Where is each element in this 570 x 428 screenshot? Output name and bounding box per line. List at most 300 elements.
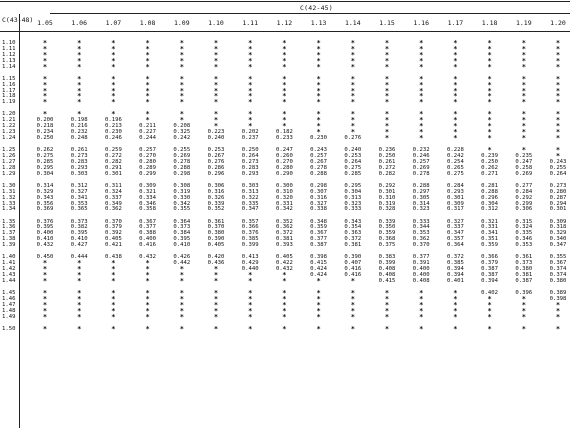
- table-cell: *: [42, 92, 48, 101]
- table-cell: *: [213, 265, 219, 273]
- table-cell: 0.259: [104, 147, 122, 154]
- table-cell: 0.395: [36, 224, 54, 231]
- table-cell: *: [145, 62, 150, 71]
- table-cell: 0.306: [207, 182, 225, 189]
- table-cell: *: [384, 92, 390, 101]
- table-cell: 0.275: [446, 170, 464, 177]
- table-cell: *: [145, 56, 150, 65]
- table-cell: 0.243: [549, 158, 567, 165]
- table-cell: *: [213, 116, 219, 125]
- table-cell: *: [77, 259, 82, 268]
- table-cell: 0.372: [446, 254, 464, 261]
- table-cell: *: [248, 122, 253, 131]
- table-cell: 0.250: [378, 153, 396, 159]
- table-cell: *: [521, 324, 526, 333]
- table-cell: 0.260: [275, 153, 293, 159]
- table-cell: 0.246: [412, 153, 430, 159]
- table-cell: *: [179, 44, 184, 53]
- table-cell: 0.299: [139, 170, 157, 177]
- table-cell: *: [42, 74, 48, 83]
- table-cell: 0.292: [378, 182, 396, 189]
- table-cell: *: [282, 92, 287, 101]
- column-header: 1.11: [242, 19, 259, 27]
- table-cell: 0.347: [446, 230, 464, 237]
- table-cell: *: [384, 294, 390, 303]
- table-cell: *: [145, 288, 150, 297]
- table-cell: *: [213, 50, 219, 59]
- table-cell: *: [487, 74, 492, 83]
- table-cell: *: [453, 128, 458, 137]
- table-cell: 0.264: [549, 170, 567, 177]
- table-cell: 0.250: [36, 135, 54, 141]
- table-cell: 0.208: [173, 123, 191, 130]
- table-cell: 0.341: [481, 230, 499, 237]
- table-cell: 0.342: [173, 200, 191, 207]
- table-cell: *: [179, 39, 184, 47]
- table-cell: 0.381: [515, 271, 533, 278]
- table-cell: *: [213, 80, 219, 89]
- table-cell: 0.329: [549, 230, 567, 237]
- table-cell: *: [111, 62, 116, 71]
- table-cell: *: [453, 62, 458, 71]
- table-cell: 0.244: [139, 135, 157, 141]
- table-cell: 0.253: [344, 153, 362, 159]
- table-cell: *: [179, 116, 184, 125]
- table-cell: *: [145, 110, 150, 119]
- table-cell: *: [145, 80, 150, 89]
- table-cell: 0.309: [549, 218, 567, 225]
- table-cell: *: [77, 270, 82, 279]
- table-cell: *: [248, 288, 253, 297]
- table-cell: 0.381: [344, 242, 362, 249]
- table-cell: 0.366: [481, 254, 499, 261]
- table-cell: *: [350, 294, 355, 303]
- table-cell: *: [555, 152, 561, 160]
- row-label: 1.33: [2, 200, 16, 207]
- table-cell: *: [555, 122, 561, 131]
- table-cell: 0.377: [412, 254, 430, 261]
- table-cell: 0.370: [104, 218, 122, 225]
- row-label: 1.13: [2, 57, 16, 64]
- row-label: 1.23: [2, 129, 16, 136]
- table-cell: *: [384, 39, 390, 47]
- table-cell: *: [453, 122, 458, 131]
- table-cell: *: [42, 44, 48, 53]
- table-cell: 0.389: [549, 289, 567, 296]
- table-cell: 0.264: [344, 158, 362, 165]
- table-cell: *: [453, 39, 458, 47]
- table-cell: 0.247: [515, 158, 533, 165]
- table-cell: 0.346: [139, 200, 157, 207]
- table-cell: 0.387: [515, 277, 533, 284]
- table-cell: 0.255: [173, 147, 191, 154]
- table-cell: 0.239: [481, 153, 499, 159]
- table-cell: *: [419, 50, 424, 59]
- table-cell: *: [419, 324, 424, 333]
- table-cell: *: [213, 86, 219, 95]
- table-cell: *: [555, 306, 561, 315]
- table-cell: 0.284: [446, 182, 464, 189]
- table-cell: *: [77, 80, 82, 89]
- table-cell: 0.362: [104, 206, 122, 213]
- table-cell: 0.323: [412, 206, 430, 213]
- table-cell: 0.273: [549, 182, 567, 189]
- table-cell: *: [179, 80, 184, 89]
- table-cell: *: [350, 128, 355, 137]
- row-label: 1.19: [2, 99, 16, 106]
- table-cell: 0.300: [275, 182, 293, 189]
- table-cell: *: [248, 312, 253, 321]
- table-cell: *: [316, 276, 321, 285]
- table-cell: 0.218: [36, 123, 54, 130]
- table-cell: 0.331: [275, 200, 293, 207]
- row-label: 1.11: [2, 45, 16, 52]
- table-cell: *: [213, 306, 219, 315]
- table-cell: 0.213: [104, 123, 122, 130]
- table-cell: *: [145, 300, 150, 309]
- row-label: 1.18: [2, 93, 16, 100]
- table-cell: *: [555, 128, 561, 137]
- table-cell: 0.318: [549, 224, 567, 231]
- table-cell: *: [350, 300, 355, 309]
- table-cell: 0.373: [173, 224, 191, 231]
- table-cell: 0.395: [70, 230, 88, 237]
- table-cell: *: [487, 80, 492, 89]
- table-cell: *: [350, 98, 355, 107]
- table-cell: *: [145, 86, 150, 95]
- table-cell: 0.380: [207, 230, 225, 237]
- table-cell: 0.290: [275, 170, 293, 177]
- table-cell: *: [213, 122, 219, 131]
- table-cell: 0.250: [241, 147, 259, 154]
- table-cell: 0.400: [36, 230, 54, 237]
- table-cell: 0.246: [104, 135, 122, 141]
- table-cell: *: [487, 146, 492, 155]
- table-cell: *: [521, 98, 526, 107]
- table-cell: 0.354: [344, 224, 362, 231]
- table-cell: *: [111, 265, 116, 273]
- table-cell: *: [521, 116, 526, 125]
- table-cell: 0.353: [70, 200, 88, 207]
- table-cell: 0.312: [70, 182, 88, 189]
- table-cell: *: [555, 62, 561, 71]
- table-cell: 0.351: [481, 236, 499, 243]
- table-cell: *: [419, 44, 424, 53]
- table-cell: 0.304: [36, 170, 54, 177]
- table-cell: *: [555, 50, 561, 59]
- table-cell: *: [316, 56, 321, 65]
- table-cell: *: [179, 294, 184, 303]
- table-cell: *: [77, 312, 82, 321]
- table-cell: 0.382: [70, 224, 88, 231]
- table-cell: 0.306: [515, 206, 533, 213]
- table-cell: 0.415: [310, 260, 328, 267]
- table-cell: 0.361: [207, 218, 225, 225]
- table-cell: *: [42, 306, 48, 315]
- table-cell: *: [213, 300, 219, 309]
- table-cell: *: [179, 312, 184, 321]
- table-cell: *: [419, 92, 424, 101]
- table-cell: *: [145, 265, 150, 273]
- table-cell: 0.288: [412, 182, 430, 189]
- table-cell: 0.275: [36, 153, 54, 159]
- table-cell: 0.257: [310, 153, 328, 159]
- table-cell: 0.347: [549, 242, 567, 249]
- table-cell: *: [521, 312, 526, 321]
- table-cell: 0.230: [310, 135, 328, 141]
- table-cell: *: [316, 294, 321, 303]
- table-cell: 0.341: [70, 194, 88, 201]
- table-cell: 0.233: [275, 135, 293, 141]
- table-cell: 0.324: [104, 188, 122, 195]
- table-cell: 0.344: [412, 224, 430, 231]
- table-cell: *: [145, 306, 150, 315]
- table-cell: 0.339: [378, 218, 396, 225]
- table-cell: 0.234: [36, 129, 54, 136]
- table-cell: 0.373: [70, 218, 88, 225]
- table-cell: 0.319: [173, 188, 191, 195]
- table-cell: 0.395: [173, 236, 191, 243]
- table-cell: *: [42, 294, 48, 303]
- table-cell: 0.261: [70, 147, 88, 154]
- table-cell: *: [419, 62, 424, 71]
- row-label: 1.30: [2, 182, 16, 189]
- table-cell: 0.339: [207, 200, 225, 207]
- table-cell: *: [350, 110, 355, 119]
- table-cell: 0.400: [412, 271, 430, 278]
- table-cell: *: [111, 288, 116, 297]
- table-cell: 0.380: [549, 277, 567, 284]
- row-label: 1.45: [2, 289, 16, 296]
- table-cell: 0.296: [207, 170, 225, 177]
- table-cell: *: [487, 50, 492, 59]
- table-cell: *: [419, 134, 424, 142]
- table-cell: *: [213, 74, 219, 83]
- table-cell: 0.198: [70, 117, 88, 124]
- table-cell: 0.368: [378, 236, 396, 243]
- table-cell: 0.372: [344, 236, 362, 243]
- table-cell: *: [384, 62, 390, 71]
- table-cell: 0.340: [549, 236, 567, 243]
- table-cell: 0.450: [36, 254, 54, 261]
- table-cell: *: [42, 110, 48, 119]
- table-cell: *: [453, 324, 458, 333]
- table-cell: *: [282, 312, 287, 321]
- table-cell: *: [145, 312, 150, 321]
- table-cell: 0.299: [515, 200, 533, 207]
- table-cell: *: [384, 98, 390, 107]
- table-cell: 0.391: [412, 260, 430, 267]
- table-cell: 0.416: [139, 242, 157, 249]
- table-cell: *: [316, 122, 321, 131]
- table-cell: 0.394: [481, 277, 499, 284]
- table-cell: 0.379: [104, 224, 122, 231]
- table-cell: *: [453, 74, 458, 83]
- table-cell: *: [111, 259, 116, 268]
- table-cell: *: [213, 56, 219, 65]
- table-cell: 0.272: [378, 164, 396, 171]
- row-label: 1.42: [2, 266, 16, 272]
- row-label: 1.37: [2, 230, 16, 237]
- row-label: 1.38: [2, 236, 16, 243]
- table-cell: *: [77, 324, 82, 333]
- table-cell: *: [487, 44, 492, 53]
- table-cell: *: [487, 39, 492, 47]
- table-cell: *: [42, 276, 48, 285]
- table-cell: 0.364: [446, 242, 464, 249]
- table-cell: *: [145, 116, 150, 125]
- table-cell: 0.394: [446, 266, 464, 272]
- row-label: 1.36: [2, 224, 16, 231]
- table-cell: 0.408: [378, 271, 396, 278]
- table-cell: *: [453, 312, 458, 321]
- table-cell: *: [350, 86, 355, 95]
- table-cell: *: [384, 288, 390, 297]
- table-cell: 0.358: [139, 206, 157, 213]
- table-cell: *: [42, 265, 48, 273]
- table-cell: *: [282, 116, 287, 125]
- table-cell: 0.278: [412, 170, 430, 177]
- table-cell: *: [282, 122, 287, 131]
- table-cell: 0.405: [275, 254, 293, 261]
- table-cell: 0.400: [139, 236, 157, 243]
- table-cell: *: [282, 39, 287, 47]
- table-cell: 0.385: [241, 236, 259, 243]
- table-cell: *: [521, 39, 526, 47]
- table-cell: 0.352: [207, 206, 225, 213]
- table-cell: *: [555, 134, 561, 142]
- column-header: 1.05: [37, 19, 53, 27]
- table-cell: *: [248, 62, 253, 71]
- column-header: 1.20: [550, 19, 566, 27]
- table-cell: *: [316, 74, 321, 83]
- table-cell: *: [419, 86, 424, 95]
- table-cell: *: [384, 312, 390, 321]
- table-cell: *: [111, 50, 116, 59]
- table-cell: *: [316, 306, 321, 315]
- table-cell: 0.200: [36, 117, 54, 124]
- table-cell: *: [179, 50, 184, 59]
- table-cell: 0.310: [275, 188, 293, 195]
- table-cell: *: [350, 74, 355, 83]
- table-cell: *: [145, 259, 150, 268]
- table-cell: *: [145, 39, 150, 47]
- table-cell: 0.275: [344, 164, 362, 171]
- table-cell: 0.369: [36, 206, 54, 213]
- table-cell: 0.269: [515, 170, 533, 177]
- table-cell: 0.311: [104, 182, 122, 189]
- table-cell: 0.283: [241, 164, 259, 171]
- table-cell: *: [453, 288, 458, 297]
- table-cell: 0.298: [173, 170, 191, 177]
- table-cell: *: [316, 44, 321, 53]
- table-cell: *: [521, 110, 526, 119]
- table-cell: 0.436: [207, 260, 225, 267]
- table-cell: *: [555, 324, 561, 333]
- table-cell: *: [77, 110, 82, 119]
- table-cell: 0.303: [70, 170, 88, 177]
- table-cell: *: [248, 50, 253, 59]
- table-cell: 0.326: [207, 194, 225, 201]
- table-cell: 0.316: [207, 188, 225, 195]
- table-cell: *: [213, 62, 219, 71]
- table-cell: *: [384, 86, 390, 95]
- table-cell: *: [487, 116, 492, 125]
- table-cell: *: [350, 39, 355, 47]
- table-cell: *: [350, 80, 355, 89]
- table-cell: 0.348: [310, 218, 328, 225]
- table-cell: 0.424: [310, 266, 328, 272]
- column-header: 1.16: [413, 19, 430, 27]
- table-cell: *: [453, 98, 458, 107]
- row-label: 1.24: [2, 135, 16, 141]
- table-cell: *: [419, 294, 424, 303]
- row-label: 1.43: [2, 271, 16, 278]
- table-cell: *: [521, 306, 526, 315]
- table-cell: 0.432: [275, 266, 293, 272]
- table-cell: *: [487, 306, 492, 315]
- table-cell: *: [248, 80, 253, 89]
- table-cell: 0.401: [446, 277, 464, 284]
- table-cell: *: [111, 306, 116, 315]
- table-cell: *: [145, 324, 150, 333]
- table-cell: 0.385: [446, 260, 464, 267]
- table-cell: 0.331: [481, 224, 499, 231]
- table-cell: *: [521, 128, 526, 137]
- table-cell: *: [42, 98, 48, 107]
- table-cell: *: [42, 39, 48, 47]
- table-cell: 0.283: [70, 158, 88, 165]
- table-cell: *: [384, 134, 390, 142]
- table-cell: *: [521, 134, 526, 142]
- table-cell: 0.267: [310, 158, 328, 165]
- table-cell: 0.376: [241, 230, 259, 237]
- table-cell: *: [521, 146, 526, 155]
- table-cell: *: [248, 39, 253, 47]
- table-cell: *: [316, 39, 321, 47]
- table-cell: *: [248, 44, 253, 53]
- table-cell: 0.362: [275, 224, 293, 231]
- table-cell: *: [521, 86, 526, 95]
- table-cell: 0.355: [173, 206, 191, 213]
- table-cell: *: [350, 312, 355, 321]
- table-cell: *: [282, 74, 287, 83]
- table-cell: 0.296: [481, 194, 499, 201]
- row-label: 1.34: [2, 206, 16, 213]
- table-cell: 0.327: [70, 188, 88, 195]
- table-cell: *: [487, 110, 492, 119]
- table-cell: *: [453, 56, 458, 65]
- table-cell: *: [487, 62, 492, 71]
- table-cell: *: [77, 62, 82, 71]
- row-label: 1.10: [2, 40, 16, 46]
- table-cell: *: [453, 300, 458, 309]
- table-cell: *: [77, 294, 82, 303]
- table-cell: 0.356: [36, 200, 54, 207]
- table-cell: 0.373: [515, 260, 533, 267]
- table-cell: 0.305: [412, 194, 430, 201]
- table-cell: *: [145, 44, 150, 53]
- table-cell: *: [282, 276, 287, 285]
- table-cell: *: [487, 92, 492, 101]
- table-cell: 0.407: [344, 260, 362, 267]
- table-cell: *: [316, 80, 321, 89]
- table-cell: *: [419, 128, 424, 137]
- table-cell: 0.387: [310, 242, 328, 249]
- table-cell: *: [179, 56, 184, 65]
- table-cell: 0.377: [139, 224, 157, 231]
- row-label: 1.20: [2, 111, 16, 118]
